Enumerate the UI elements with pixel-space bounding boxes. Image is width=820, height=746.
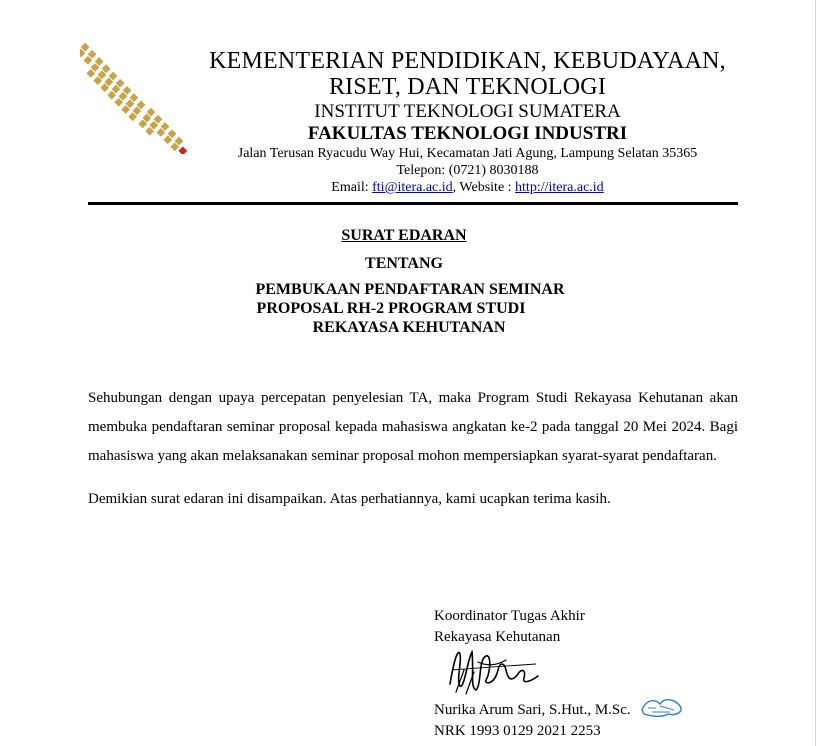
signatory-unit: Rekayasa Kehutanan (434, 629, 561, 645)
institute-name: INSTITUT TEKNOLOGI SUMATERA (314, 101, 621, 122)
phone: Telepon: (0721) 8030188 (396, 163, 539, 178)
email-link[interactable]: fti@itera.ac.id (372, 180, 453, 195)
itera-logo (80, 42, 190, 154)
faculty-name: FAKULTAS TEKNOLOGI INDUSTRI (307, 123, 628, 144)
subject-line-2: PROPOSAL RH-2 PROGRAM STUDI (256, 300, 526, 317)
header-divider (88, 202, 738, 205)
body-paragraph-1: Sehubungan dengan upaya percepatan penyelesian TA, maka Program Studi Rekayasa Kehutanan akan membuka pendaftaran seminar proposal kepada mahasiswa angkatan ke-2 pada tanggal 20 Mei 2024. Bagi mahasiswa yang akan melaksanakan seminar proposal mohon mempersiapkan syarat-syarat pendaftaran. (88, 390, 738, 464)
letterhead (190, 48, 745, 196)
letter-type: SURAT EDARAN (341, 227, 467, 244)
letter-body (88, 384, 738, 514)
signatory-position: Koordinator Tugas Akhir (434, 608, 585, 624)
signatory-id: NRK 1993 0129 2021 2253 (434, 723, 601, 739)
letter-subject (0, 280, 820, 337)
stamp-icon (640, 696, 684, 718)
email-label: Email: (331, 180, 373, 195)
website-label: , Website : (452, 180, 516, 195)
letter-about: TENTANG (365, 255, 443, 272)
handwritten-signature (446, 640, 542, 698)
subject-line-3: REKAYASA KEHUTANAN (312, 319, 506, 336)
body-paragraph-2: Demikian surat edaran ini disampaikan. Atas perhatiannya, kami ucapkan terima kasih. (88, 491, 611, 507)
signatory-details (434, 700, 631, 742)
subject-line-1: PEMBUKAAN PENDAFTARAN SEMINAR (255, 281, 565, 298)
ministry-name: KEMENTERIAN PENDIDIKAN, KEBUDAYAAN, RISET, DAN TEKNOLOGI (209, 48, 726, 100)
website-link[interactable]: http://itera.ac.id (515, 180, 604, 195)
page-edge (815, 0, 816, 746)
contact-line (190, 179, 745, 196)
address: Jalan Terusan Ryacudu Way Hui, Kecamatan Jati Agung, Lampung Selatan 35365 (237, 146, 698, 161)
signatory-name: Nurika Arum Sari, S.Hut., M.Sc. (434, 702, 631, 718)
logo-red-tile (178, 147, 187, 154)
